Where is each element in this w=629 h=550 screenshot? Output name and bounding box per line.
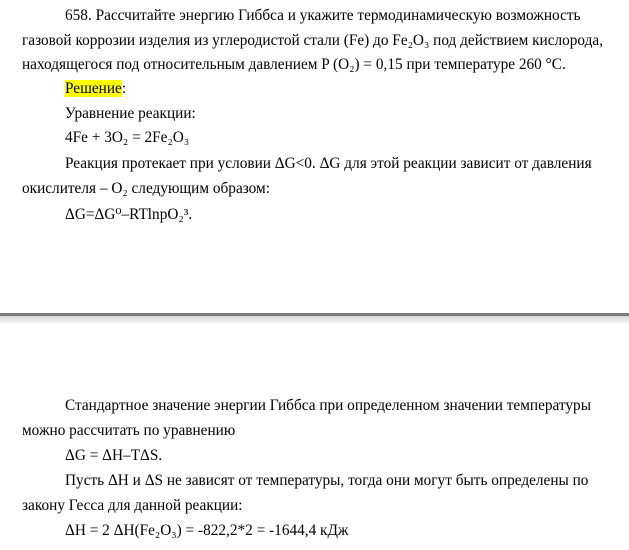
problem-line-2: газовой коррозии изделия из углеродистой стали (Fe) до Fe₂O₃ под действием кислорода,: [22, 32, 604, 49]
gibbs-formula: ΔG = ΔH–TΔS.: [65, 447, 163, 464]
standard-line-1: Стандартное значение энергии Гиббса при определенном значении температуры: [65, 397, 591, 414]
condition-line-1: Реакция протекает при условии ΔG<0. ΔG для этой реакции зависит от давления: [65, 155, 592, 172]
hess-line-1: Пусть ΔH и ΔS не зависят от температуры, тогда они могут быть определены по: [65, 472, 589, 489]
solution-heading-highlight: Решение: [65, 80, 122, 97]
condition-line-2: окислителя – O₂ следующим образом:: [22, 180, 270, 197]
solution-heading-colon: :: [121, 80, 127, 97]
standard-line-2: можно рассчитать по уравнению: [22, 422, 236, 439]
reaction-label: Уравнение реакции:: [65, 105, 196, 122]
page-separator-shadow: [0, 316, 629, 325]
problem-line-3: находящегося под относительным давлением P (O₂) = 0,15 при температуре 260 °C.: [22, 56, 566, 73]
gibbs-pressure-formula: ΔG=ΔG⁰–RTlnpO₂³.: [65, 206, 193, 223]
reaction-equation: 4Fe + 3O₂ = 2Fe₂O₃: [65, 129, 190, 146]
enthalpy-calculation: ΔH = 2 ΔH(Fe₂O₃) = -822,2*2 = -1644,4 кДж: [65, 522, 349, 539]
hess-line-2: закону Гесса для данной реакции:: [22, 497, 243, 514]
problem-line-1: 658. Рассчитайте энергию Гиббса и укажите термодинамическую возможность: [65, 7, 581, 24]
solution-heading: [65, 79, 126, 99]
